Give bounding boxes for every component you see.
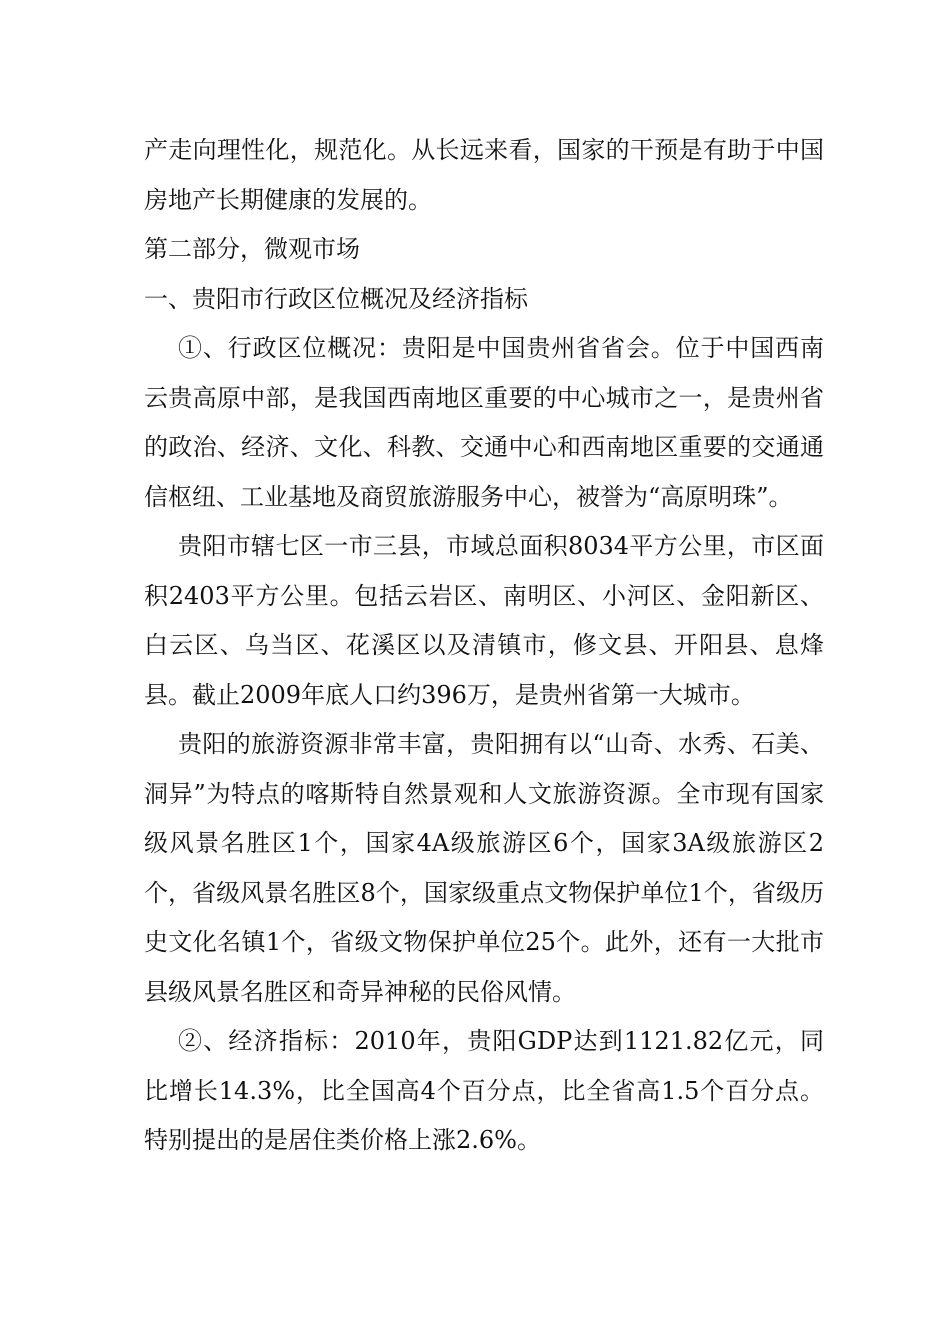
paragraph-districts: 贵阳市辖七区一市三县，市域总面积8034平方公里，市区面积2403平方公里。包括云岩区、南明区、小河区、金阳新区、白云区、乌当区、花溪区以及清镇市，修文县、开阳县、息烽县。截止2009年底人口约396万，是贵州省第一大城市。 — [144, 532, 824, 709]
section-heading: 第二部分，微观市场 — [144, 235, 360, 263]
document-body — [144, 126, 824, 1166]
paragraph-economic-indicators: ②、经济指标：2010年，贵阳GDP达到1121.82亿元，同比增长14.3%，比全国高4个百分点，比全省高1.5个百分点。特别提出的是居住类价格上涨2.6%。 — [144, 1027, 824, 1154]
paragraph-location-overview: ①、行政区位概况：贵阳是中国贵州省省会。位于中国西南云贵高原中部，是我国西南地区重要的中心城市之一，是贵州省的政治、经济、文化、科教、交通中心和西南地区重要的交通通信枢纽、工业基地及商贸旅游服务中心，被誉为“高原明珠”。 — [144, 334, 824, 511]
paragraph-continuation: 产走向理性化，规范化。从长远来看，国家的干预是有助于中国房地产长期健康的发展的。 — [144, 136, 824, 214]
paragraph-tourism: 贵阳的旅游资源非常丰富，贵阳拥有以“山奇、水秀、石美、洞异”为特点的喀斯特自然景观和人文旅游资源。全市现有国家级风景名胜区1个，国家4A级旅游区6个，国家3A级旅游区2个，省级风景名胜区8个，国家级重点文物保护单位1个，省级历史文化名镇1个，省级文物保护单位25个。此外，还有一大批市县级风景名胜区和奇异神秘的民俗风情。 — [144, 730, 824, 1006]
subsection-heading: 一、贵阳市行政区位概况及经济指标 — [144, 284, 528, 313]
